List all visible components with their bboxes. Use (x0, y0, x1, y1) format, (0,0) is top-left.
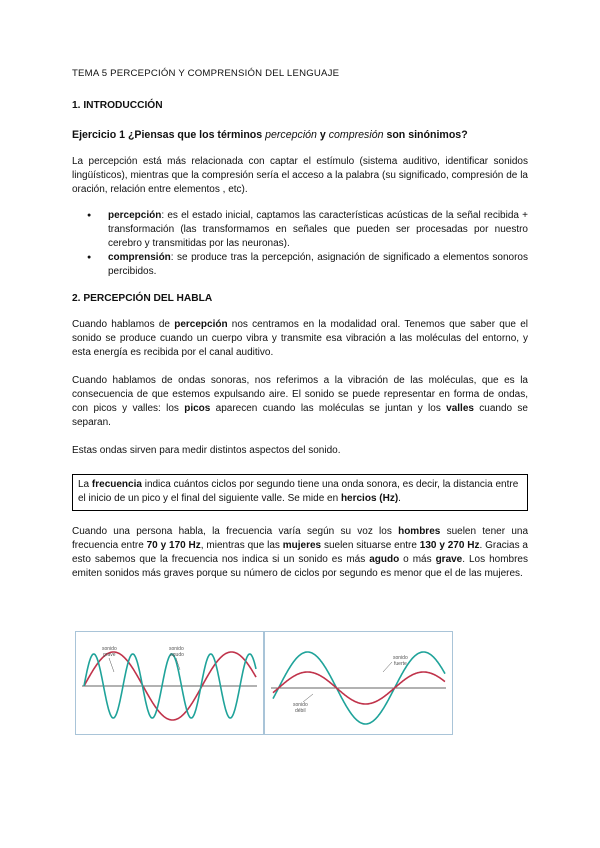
label-sonido-grave-2: grave (103, 652, 116, 658)
label-sonido-debil-2: débil (295, 708, 306, 714)
intro-paragraph: La percepción está más relacionada con captar el estímulo (sistema auditivo, identificar sonidos lingüísticos), mientras que la compresión sería el acceso a la palabra (su significado, compresión de la oración, relación entre elementos , etc). (72, 156, 528, 195)
label-sonido-debil-1: sonido (293, 702, 308, 708)
label-sonido-grave-1: sonido (102, 646, 117, 652)
amplitude-wave-diagram (265, 632, 452, 734)
list-item: ● comprensión: se produce tras la percepción, asignación de significado a elementos sonoros percibidos. (108, 251, 528, 279)
list-item: ● percepción: es el estado inicial, captamos las características acústicas de la señal recibida + transformación (las transformamos en señales que pueden ser procesadas por nuestro cerebro y transmitidas por las neuronas). (108, 209, 528, 251)
label-sonido-agudo-1: sonido (169, 646, 184, 652)
section-introduccion-heading: 1. INTRODUCCIÓN (72, 100, 163, 111)
definition-list (72, 209, 528, 279)
wave-figure-frecuencia (75, 631, 264, 735)
paragraph-ondas: Cuando hablamos de ondas sonoras, nos referimos a la vibración de las moléculas, que es la consecuencia de que estemos expulsando aire. El sonido se puede representar en forma de ondas, con picos y valles: los picos aparecen cuando las moléculas se juntan y los valles cuando se separan. (72, 375, 528, 428)
label-sonido-fuerte-2: fuerte (394, 661, 407, 667)
exercise-1-question: Ejercicio 1 ¿Piensas que los términos percepción y compresión son sinónimos? (72, 129, 468, 141)
paragraph-percepcion: Cuando hablamos de percepción nos centramos en la modalidad oral. Tenemos que saber que el sonido se produce cuando un cuerpo vibra y transmite esa vibración a las moléculas del entorno, y esta energía es recibida por el canal auditivo. (72, 319, 528, 358)
document-page (72, 68, 528, 581)
paragraph-aspectos: Estas ondas sirven para medir distintos aspectos del sonido. (72, 445, 341, 456)
wave-figure-amplitud (264, 631, 453, 735)
label-sonido-agudo-2: agudo (170, 652, 184, 658)
label-sonido-fuerte-1: sonido (393, 655, 408, 661)
frequency-wave-diagram (76, 632, 263, 734)
paragraph-frecuencia-voz: Cuando una persona habla, la frecuencia varía según su voz los hombres suelen tener una frecuencia entre 70 y 170 Hz, mientras que las mujeres suelen situarse entre 130 y 270 Hz. Gracias a esto sabemos que la frecuencia nos indica si un sonido es más agudo o más grave. Los hombres emiten sonidos más graves porque su número de ciclos por segundo es menor que el de las mujeres. (72, 526, 529, 579)
section-percepcion-heading: 2. PERCEPCIÓN DEL HABLA (72, 293, 213, 304)
frecuencia-definition-box: La frecuencia indica cuántos ciclos por segundo tiene una onda sonora, es decir, la distancia entre el inicio de un pico y el final del siguiente valle. Se mide en hercios (Hz). (72, 474, 528, 511)
document-title: TEMA 5 PERCEPCIÓN Y COMPRENSIÓN DEL LENGUAJE (72, 68, 340, 79)
